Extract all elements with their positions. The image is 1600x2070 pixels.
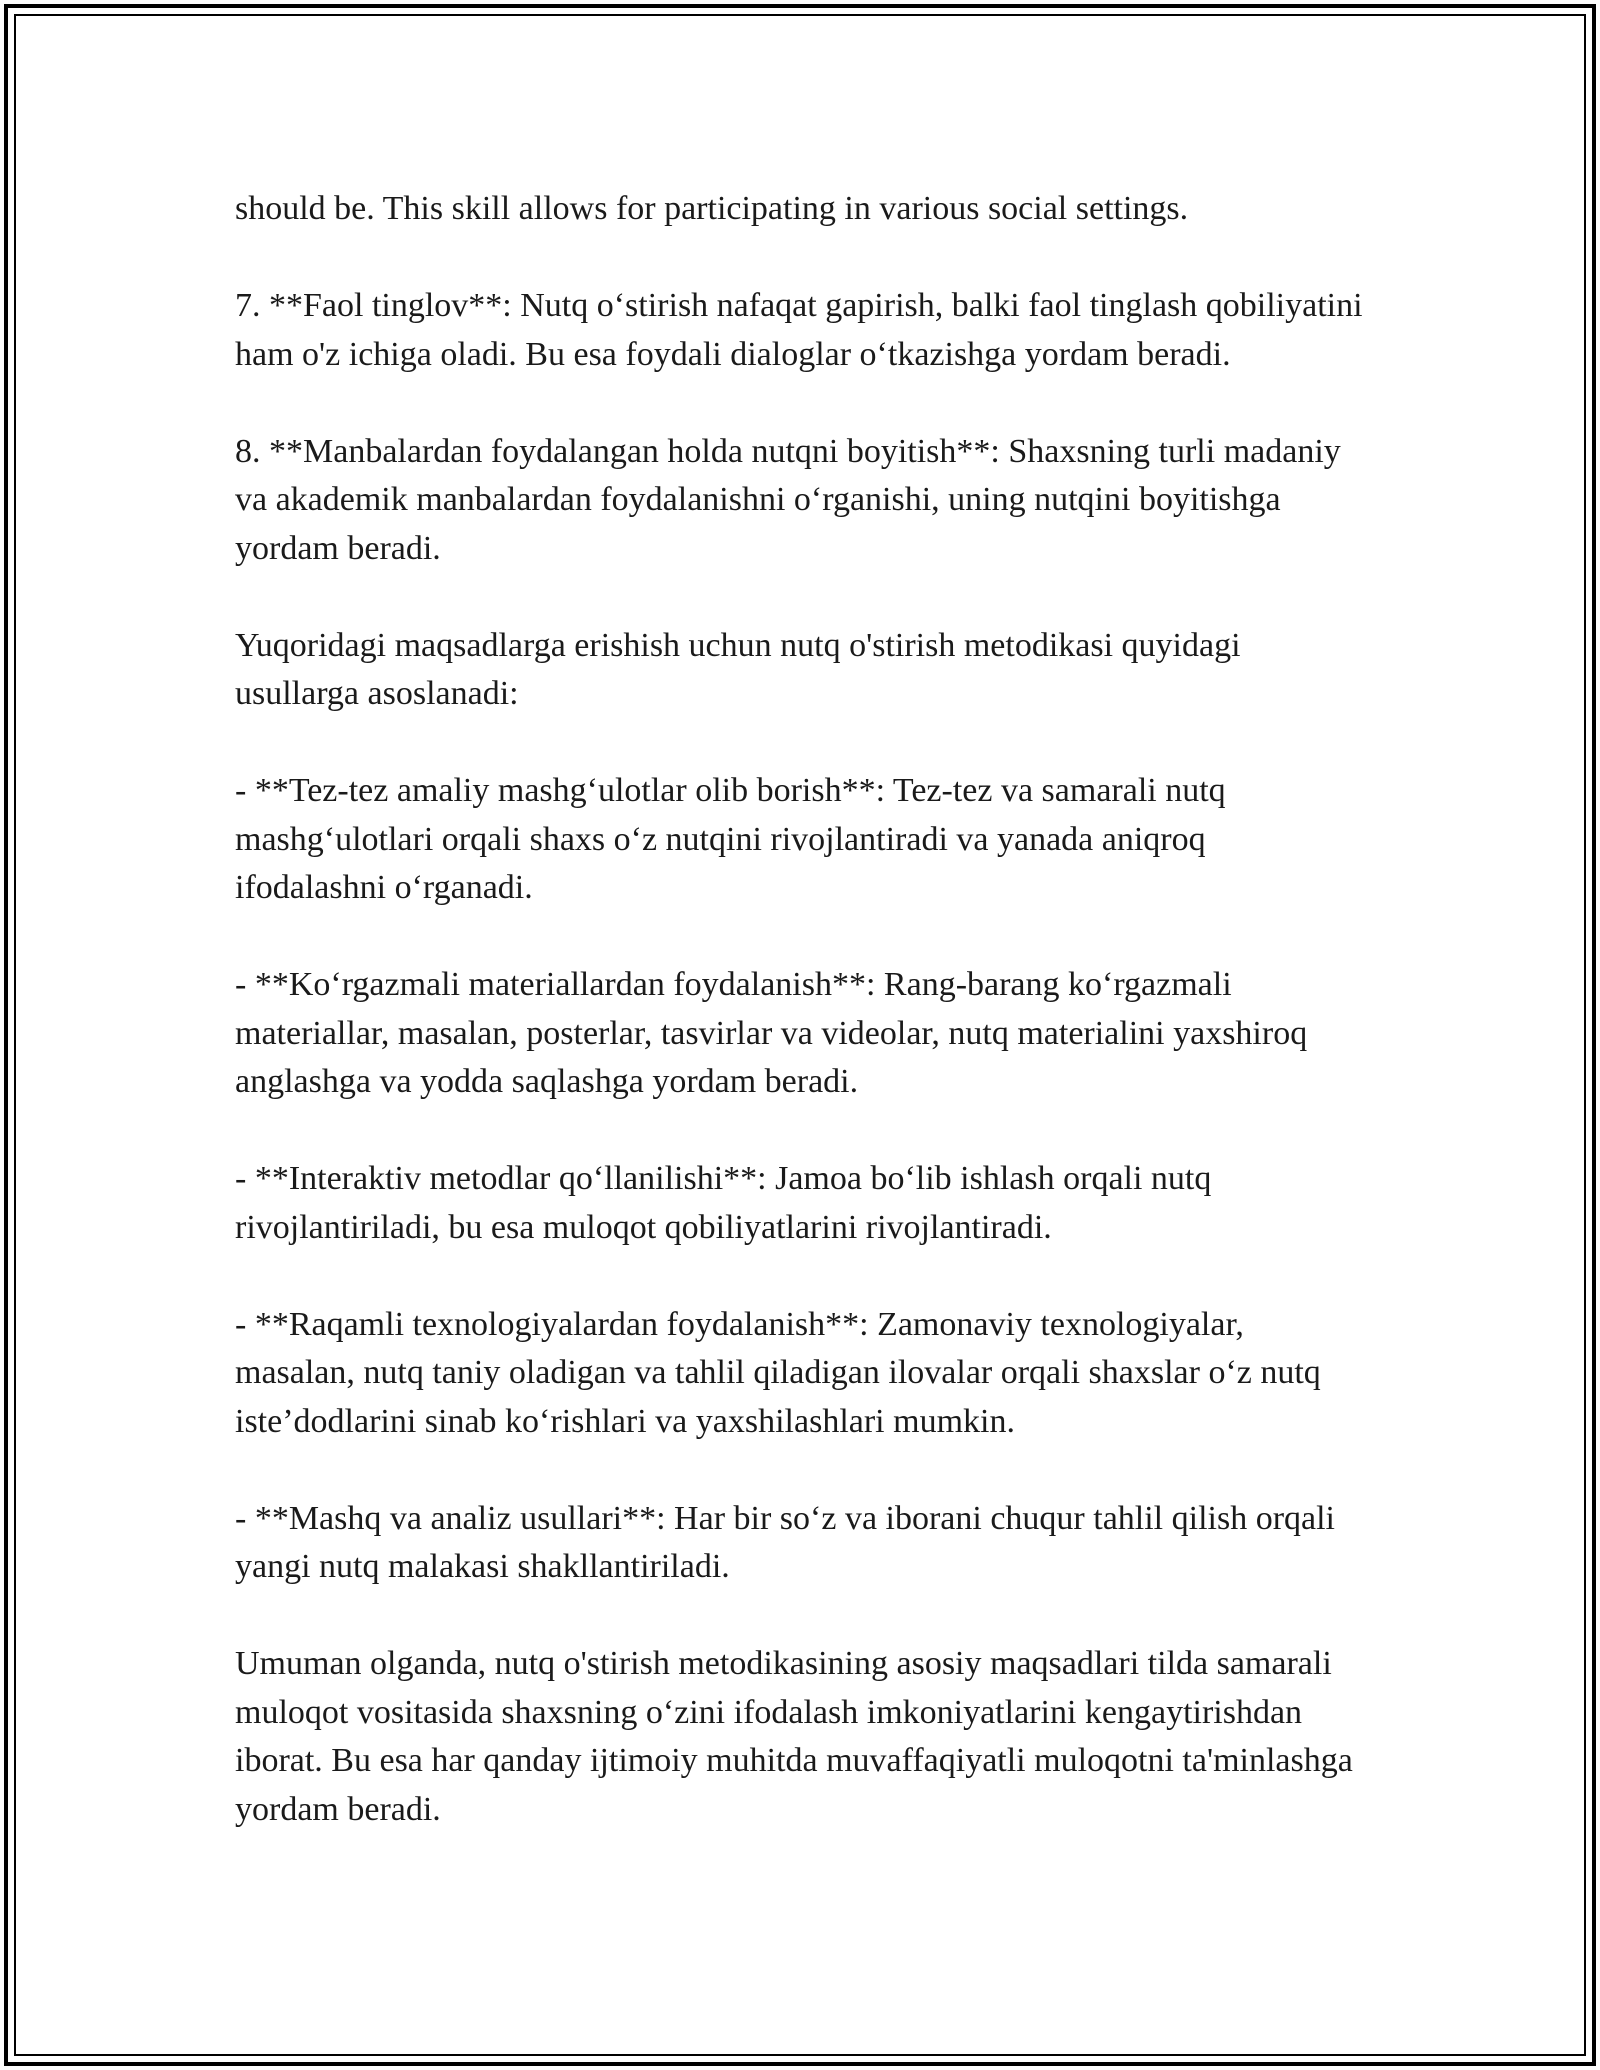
paragraph-bullet-exercise-analysis: - **Mashq va analiz usullari**: Har bir so‘z va iborani chuqur tahlil qilish orqali yangi nutq malakasi shakllantiriladi.: [235, 1499, 1336, 1585]
document-body: [235, 185, 1365, 1834]
paragraph-item-7: 7. **Faol tinglov**: Nutq o‘stirish nafaqat gapirish, balki faol tinglash qobiliyatini ham o'z ichiga oladi. Bu esa foydali dialoglar o‘tkazishga yordam beradi.: [235, 287, 1363, 373]
paragraph-methods-intro: Yuqoridagi maqsadlarga erishish uchun nutq o'stirish metodikasi quyidagi usullarga asoslanadi:: [235, 626, 1241, 712]
paragraph-continuation: should be. This skill allows for participating in various social settings.: [235, 190, 1189, 227]
paragraph-bullet-digital-technologies: - **Raqamli texnologiyalardan foydalanish**: Zamonaviy texnologiyalar, masalan, nutq taniy oladigan va tahlil qiladigan ilovalar orqali shaxslar o‘z nutq iste’dodlarini sinab ko‘rishlari va yaxshilashlari mumkin.: [235, 1305, 1321, 1440]
paragraph-bullet-interactive-methods: - **Interaktiv metodlar qo‘llanilishi**: Jamoa bo‘lib ishlash orqali nutq rivojlantiriladi, bu esa muloqot qobiliyatlarini rivojlantiradi.: [235, 1160, 1212, 1246]
paragraph-bullet-practice: - **Tez-tez amaliy mashg‘ulotlar olib borish**: Tez-tez va samarali nutq mashg‘ulotlari orqali shaxs o‘z nutqini rivojlantiradi va yanada aniqroq ifodalashni o‘rganadi.: [235, 772, 1226, 906]
paragraph-conclusion: Umuman olganda, nutq o'stirish metodikasining asosiy maqsadlari tilda samarali muloqot vositasida shaxsning o‘zini ifodalash imkoniyatlarini kengaytirishdan iborat. Bu esa har qanday ijtimoiy muhitda muvaffaqiyatli muloqotni ta'minlashga yordam beradi.: [235, 1645, 1353, 1828]
paragraph-item-8: 8. **Manbalardan foydalangan holda nutqni boyitish**: Shaxsning turli madaniy va akademik manbalardan foydalanishni o‘rganishi, uning nutqini boyitishga yordam beradi.: [235, 432, 1341, 567]
paragraph-bullet-visual-materials: - **Ko‘rgazmali materiallardan foydalanish**: Rang-barang ko‘rgazmali materiallar, masalan, posterlar, tasvirlar va videolar, nutq materialini yaxshiroq anglashga va yodda saqlashga yordam beradi.: [235, 966, 1308, 1100]
